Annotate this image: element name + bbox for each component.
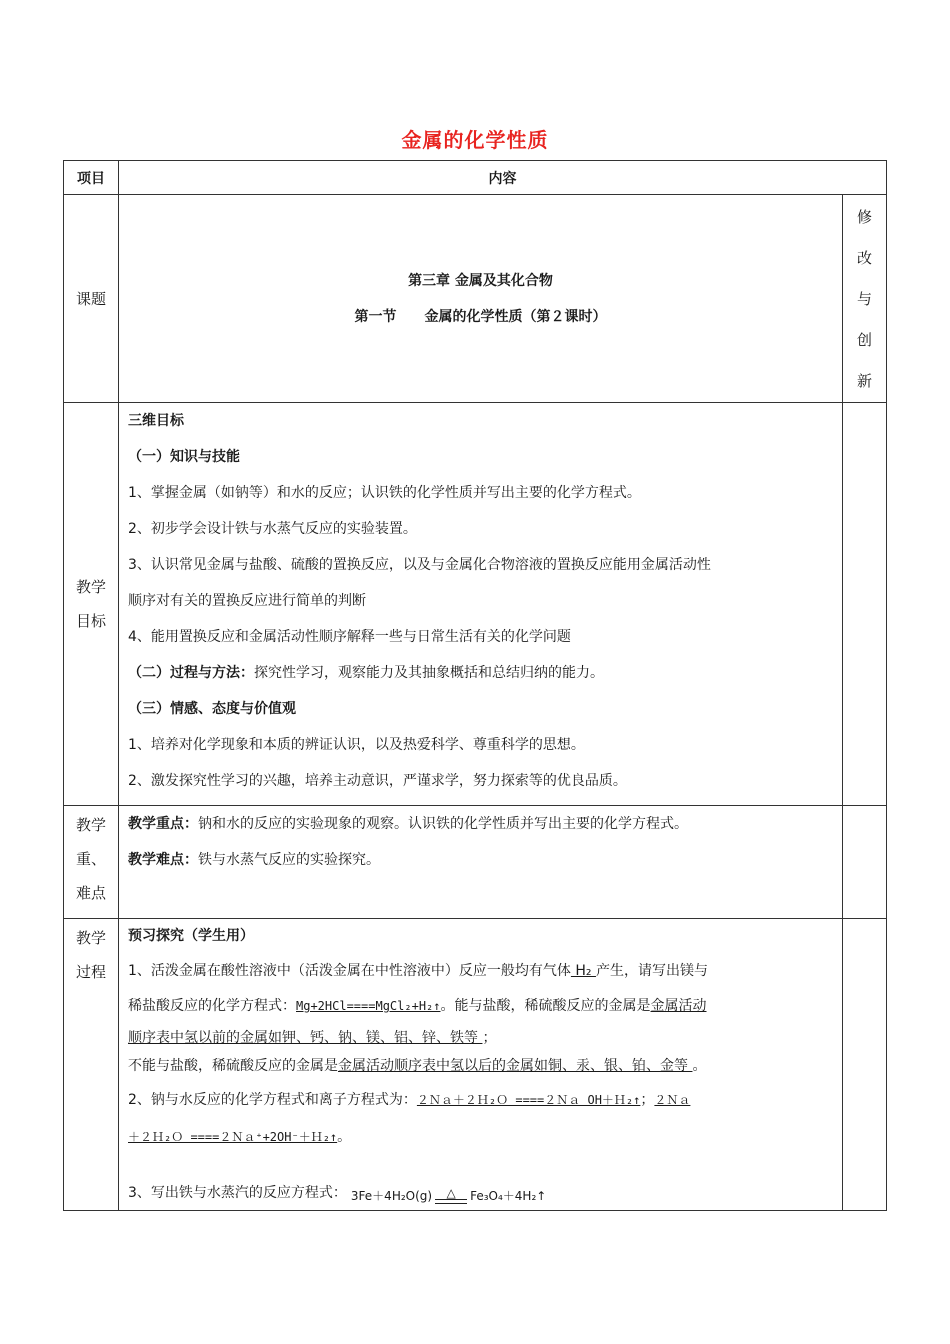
knowledge-item: 1、掌握金属（如钠等）和水的反应；认识铁的化学性质并写出主要的化学方程式。 bbox=[128, 485, 641, 501]
answer-na-ionic-a: ２Ｎａ bbox=[654, 1093, 691, 1107]
modify-innovate-cell bbox=[843, 195, 887, 403]
question-2-line-2: ＋２Ｈ₂Ｏ ====２Ｎａ⁺+2OH⁻＋Ｈ₂↑。 bbox=[128, 1129, 352, 1145]
section-title: 金属的化学性质（第２课时） bbox=[424, 308, 607, 325]
preview-title: 预习探究（学生用） bbox=[128, 928, 254, 944]
header-content: 内容 bbox=[119, 161, 887, 195]
keypoints-label-line: 教学 bbox=[75, 816, 106, 834]
answer-reactive-metals-a: 金属活动 bbox=[650, 998, 707, 1014]
lesson-plan-table bbox=[63, 160, 887, 1211]
modify-char: 与 bbox=[856, 290, 872, 308]
question-2-line-1: 2、钠与水反应的化学方程式和离子方程式为：２Ｎａ＋２Ｈ₂Ｏ ====２Ｎａ OH＋Ｈ₂↑；２Ｎａ bbox=[128, 1092, 691, 1108]
question-3-line: 3、写出铁与水蒸汽的反应方程式： 3Fe＋4H₂O(g) △ Fe₃O₄＋4H₂↑ bbox=[128, 1185, 547, 1203]
process-method-text: 探究性学习，观察能力及其抽象概括和总结归纳的能力。 bbox=[254, 665, 604, 681]
goals-label-line: 目标 bbox=[75, 612, 106, 630]
answer-gas: H₂ bbox=[570, 963, 596, 979]
process-label-line: 教学 bbox=[75, 929, 106, 947]
heat-triangle-icon: △ bbox=[446, 1186, 456, 1200]
modify-char: 新 bbox=[856, 372, 872, 390]
section-title-line bbox=[119, 299, 842, 335]
keypoints-row bbox=[64, 806, 887, 919]
section-number: 第一节 bbox=[354, 308, 397, 325]
equation-condition bbox=[435, 1187, 467, 1204]
process-label-line: 过程 bbox=[75, 963, 106, 981]
goals-content bbox=[119, 403, 843, 806]
difficulty-line bbox=[128, 842, 832, 878]
keypoints-content bbox=[119, 806, 843, 919]
subject-row bbox=[64, 195, 887, 403]
chapter-title: 第三章 金属及其化合物 bbox=[408, 272, 553, 289]
modify-char: 改 bbox=[856, 249, 872, 267]
knowledge-item-cont: 顺序对有关的置换反应进行简单的判断 bbox=[128, 593, 366, 609]
question-1-line-3: 顺序表中氢以前的金属如钾、钙、钠、镁、铝、锌、铁等 ； bbox=[128, 1030, 497, 1046]
process-content bbox=[119, 919, 843, 1211]
equation-products: Fe₃O₄＋4H₂↑ bbox=[470, 1189, 547, 1203]
knowledge-item: 3、认识常见金属与盐酸、硫酸的置换反应，以及与金属化合物溶液的置换反应能用金属活动性 bbox=[128, 557, 711, 573]
subject-content bbox=[119, 195, 843, 403]
question-1-line-1: 1、活泼金属在酸性溶液中（活泼金属在中性溶液中）反应一般均有气体 H₂ 产生，请写出镁与 bbox=[128, 963, 708, 979]
modify-char: 创 bbox=[856, 331, 872, 349]
process-label bbox=[64, 919, 119, 1211]
header-item: 项目 bbox=[64, 161, 119, 195]
answer-mg-equation: Mg+2HCl====MgCl₂+H₂↑ bbox=[296, 999, 441, 1013]
answer-na-equation: ２Ｎａ＋２Ｈ₂Ｏ ====２Ｎａ OH＋Ｈ₂↑ bbox=[416, 1093, 641, 1107]
goals-label bbox=[64, 403, 119, 806]
focus-text: 钠和水的反应的实验现象的观察。认识铁的化学性质并写出主要的化学方程式。 bbox=[198, 816, 688, 832]
modify-char: 修 bbox=[856, 208, 872, 226]
question-1-line-2: 稀盐酸反应的化学方程式：Mg+2HCl====MgCl₂+H₂↑。能与盐酸，稀硫酸反应的金属是金属活动 bbox=[128, 998, 707, 1014]
goals-heading: 三维目标 bbox=[128, 413, 184, 429]
difficulty-label: 教学难点： bbox=[128, 852, 198, 868]
document-title: 金属的化学性质 bbox=[401, 128, 549, 152]
keypoints-label-line: 重、 bbox=[75, 850, 106, 868]
emotion-item: 2、激发探究性学习的兴趣，培养主动意识，严谨求学，努力探索等的优良品质。 bbox=[128, 773, 627, 789]
process-modify-cell bbox=[843, 919, 887, 1211]
process-method-title: （二）过程与方法： bbox=[128, 665, 254, 681]
answer-na-ionic-b: ＋２Ｈ₂Ｏ ====２Ｎａ⁺+2OH⁻＋Ｈ₂↑ bbox=[128, 1130, 338, 1144]
focus-line bbox=[128, 806, 832, 842]
knowledge-item: 2、初步学会设计铁与水蒸气反应的实验装置。 bbox=[128, 521, 417, 537]
emotion-item: 1、培养对化学现象和本质的辨证认识，以及热爱科学、尊重科学的思想。 bbox=[128, 737, 585, 753]
knowledge-title: （一）知识与技能 bbox=[128, 449, 240, 465]
process-row bbox=[64, 919, 887, 1211]
emotion-title: （三）情感、态度与价值观 bbox=[128, 701, 296, 717]
knowledge-item: 4、能用置换反应和金属活动性顺序解释一些与日常生活有关的化学问题 bbox=[128, 629, 571, 645]
keypoints-label bbox=[64, 806, 119, 919]
fe-steam-equation bbox=[351, 1187, 546, 1204]
keypoints-label-line: 难点 bbox=[75, 884, 106, 902]
process-method-line bbox=[128, 655, 832, 691]
goals-label-line: 教学 bbox=[75, 578, 106, 596]
difficulty-text: 铁与水蒸气反应的实验探究。 bbox=[198, 852, 380, 868]
answer-nonreactive-metals: 金属活动顺序表中氢以后的金属如铜、汞、银、铂、金等 bbox=[338, 1058, 693, 1074]
goals-modify-cell bbox=[843, 403, 887, 806]
answer-reactive-metals-b: 顺序表中氢以前的金属如钾、钙、钠、镁、铝、锌、铁等 bbox=[128, 1030, 483, 1046]
focus-label: 教学重点： bbox=[128, 816, 198, 832]
subject-label: 课题 bbox=[64, 195, 119, 403]
header-row bbox=[64, 161, 887, 195]
question-1-line-4: 不能与盐酸，稀硫酸反应的金属是金属活动顺序表中氢以后的金属如铜、汞、银、铂、金等 。 bbox=[128, 1058, 707, 1074]
equation-reactants: 3Fe＋4H₂O(g) bbox=[350, 1189, 433, 1203]
goals-row bbox=[64, 403, 887, 806]
keypoints-modify-cell bbox=[843, 806, 887, 919]
